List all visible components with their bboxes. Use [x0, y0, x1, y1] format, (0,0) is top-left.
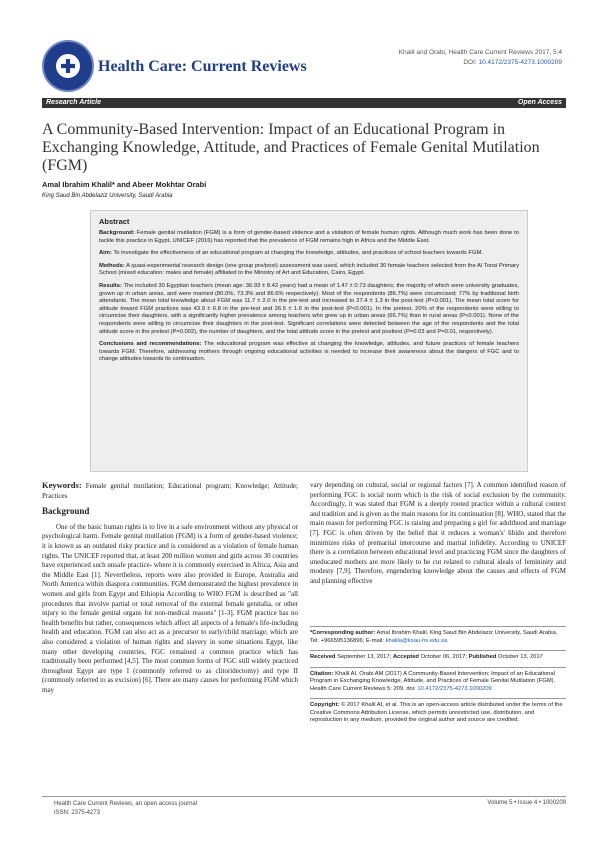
citation-line: Khalil and Orabi, Health Care Current Reviews 2017, 5:4	[398, 49, 562, 56]
label: Received	[310, 654, 336, 660]
open-access-label: Open Access	[517, 99, 562, 106]
paragraph: vary depending on cultural, social or regional factors [7]. A common identified reason of performing FGC is social norm which is the risk of social exclusion by the community. Accordingly, it was stated that FGM is a deeply rooted practice within a cultural context and tradition and is given as the main reasons for its continuation [8]. WHO, stated that the main reason for performing FGC is raising and preparing a girl for adulthood and marriage [7]. FGC is often driven by the belief that it reduces a woman's' libido and therefore minimizes risks of premarital intercourse and marital infidelity. According to UNICEF there is a correlation between educational level and practicing FGM since the daughters of uneducated mothers are more likely to be cut related to cultural ideals of femininity and modesty [7,9]. Therefore, engendering knowledge about the causes and effects of FGM and planning effective	[310, 481, 566, 585]
label: Conclusions and recommendations:	[99, 341, 202, 348]
dates	[310, 654, 566, 662]
label: Results:	[99, 282, 122, 289]
label: Citation:	[310, 670, 334, 677]
journal-logo-icon	[42, 40, 94, 92]
text: The included 30 Egyptian teachers (mean age: 36.93 ± 8.42 years) had a mean of 1.47 ± 0.73 daughters; the majority of which were university graduates, grown up in urban areas, and were married (80.0%, 73.3% and 86.6% respectively). Most of the respondents (86.7%) were circumcised; 77% by traditional birth attendants. The mean total knowledge about FGM was 11.7 ± 2.0 in the pre-test and increased to 27.4 ± 1.3 in the post-test (P<0.001). The mean total score for attitude toward FGM practices was 43.9 ± 6.8 in the pre-test and 26.5 ± 1.6 in the post-test (P<0.001). In the pretest, 20% of the respondents were willing to circumcise their daughters, with a significantly higher prevalence among teachers who grew up in urban areas (66.7%) than in rural areas (P<0.001). None of the respondents were willing to circumcise their daughters in the post-test. Significant correlations were detected between the age of the respondents and the total attitude score in the pretest (P=0.002), the number of daughters, and the total attitude score in the pretest and posttest (P=0.03 and P=0.01, respectively).	[99, 282, 519, 335]
citation	[310, 671, 566, 694]
text: September 13, 2017;	[337, 654, 392, 660]
abstract-aim	[99, 250, 519, 258]
text: Amal Ibrahim Khalil, King Saud Bin Abdelaziz University, Saudi Arabia, Tel: +966595136896; E-mail:	[310, 630, 558, 644]
text: Female genital mutilation (FGM) is a form of gender-based violence and a violation of female human rights. Although much work has been done to tackle this practice in Egypt, UNICEF (2016) has reported that the prevalence of FGM remains high in Africa and the Middle East.	[99, 230, 519, 244]
footer-volume: Volume 5 • Issue 4 • 1000209	[487, 800, 566, 806]
abstract-conclusions	[99, 341, 519, 364]
corresponding-author	[310, 630, 566, 645]
label: Methods:	[99, 262, 125, 269]
citation-doi-link[interactable]: 10.4172/2375-4273.1000209	[417, 685, 492, 692]
abstract-background	[99, 230, 519, 245]
text: October 13, 2017	[497, 654, 543, 660]
body-right-column	[310, 481, 566, 587]
text: To investigate the effectiveness of an educational program at changing the knowledge, attitudes, and practices of school teachers towards FGM.	[113, 250, 483, 257]
doi-line	[399, 58, 562, 68]
keywords-label: Keywords:	[42, 480, 82, 490]
footer-journal	[54, 800, 197, 817]
text: October 06, 2017;	[420, 654, 468, 660]
authors: Amal Ibrahim Khalil* and Abeer Mokhtar Orabi	[42, 180, 207, 189]
label: Background:	[99, 230, 135, 236]
affiliation: King Saud Bin Abdelaziz University, Saudi Arabia	[42, 193, 173, 199]
abstract-heading: Abstract	[99, 217, 130, 226]
article-title: A Community-Based Intervention: Impact of an Educational Program in Exchanging Knowledge, Attitude, and Practices of Female Genital Mutilation (FGM)	[42, 121, 540, 174]
label: Aim:	[99, 250, 112, 257]
doi-link[interactable]: 10.4172/2375-4273.1000209	[478, 58, 562, 66]
page-header	[42, 40, 562, 86]
footer-line1: Health Care Current Reviews, an open access journal	[54, 801, 198, 807]
text: The educational program was effective at changing the knowledge, attitudes, and future practices of female teachers towards FGM. Therefore, addressing mothers through ongoing educational activities is needed to increase their awareness about the dangers of FGC and to change attitudes towards its continuation.	[99, 341, 519, 363]
text: © 2017 Khalil AI, et al. This is an open-access article distributed under the terms of the Creative Commons Attribution License, which permits unrestricted use, distribution, and reproduction in any medium, provided the original author and source are credited.	[310, 702, 563, 723]
page-footer	[42, 796, 566, 820]
article-type-bar	[42, 98, 566, 108]
email-link[interactable]: khalila@ksau-hs.edu.sa	[385, 637, 448, 644]
abstract-methods	[99, 263, 519, 278]
label: Copyright:	[310, 702, 340, 708]
footer-issn: ISSN: 2375-4273	[54, 809, 101, 816]
label: *Corresponding author:	[310, 630, 376, 636]
article-type: Research Article	[46, 99, 101, 106]
label: Published	[468, 654, 497, 660]
body-left-column	[42, 481, 298, 695]
header-citation	[399, 48, 562, 68]
keywords	[42, 481, 298, 501]
paragraph: One of the basic human rights is to live in a safe environment without any physical or psychological harm. Female genital mutilation (FGM) is a form of gender-based violence; it is known as an outdated risky practice and is considered as a violation of female human rights. The UNICEF reported that, at least 200 million women and girls across 30 countries have experienced such unsafe practice- where it is commonly exercised in Africa, Asia and the Middle East [1]. Nevertheless, reports were also provided in Europe, Australia and North America within diaspora communities. FGM demonstrated the highest prevalence in women and girls from Egypt and Ethiopia According to WHO FGM is described as "all procedures that involve partial or total removal of the external female genitalia, or other injury to the female genital organs for non-medical reasons" [1-3]. FGM practice has no health benefits but rather, consequences which affect all aspects of a female's life-including health and education. FGM can also act as a precursor to early/child marriage, which are also considered a violation of human rights and slavery in some situations Egypt, like many other developing countries, FGC remained a common practice which has traditionally been performed [4,5]. The most common forms of FGC still widely practiced throughout Egypt are type I (commonly referred to as clitoridectomy) and type II (commonly referred to as excision) [6]. There are many causes for performing FGM which may	[42, 522, 298, 694]
section-heading-background: Background	[42, 506, 90, 517]
journal-title: Health Care: Current Reviews	[98, 58, 307, 75]
text: Khalil AI, Orabi AM (2017) A Community-Based Intervention: Impact of an Educational Program in Exchanging Knowledge, Attitude, and Practices of Female Genital Mutilation (FGM). Health Care Current Reviews 5: 209. doi:	[310, 670, 556, 692]
copyright	[310, 702, 566, 725]
article-info-box	[310, 626, 566, 730]
keywords-text: Female genital mutilation; Educational program; Knowledge; Attitude; Practices	[42, 482, 298, 500]
text: A quasi-experimental research design (one group pre/post) assessment was used, which included 30 female teachers selected from the Al Tonsi Primary School (mixed education: males and female) affiliated to the Ministry of Art and Education, Cairo, Egypt.	[99, 262, 520, 277]
abstract-box	[90, 210, 528, 472]
doi-label: DOI:	[463, 58, 477, 66]
abstract-results	[99, 283, 519, 336]
label: Accepted	[392, 654, 419, 660]
